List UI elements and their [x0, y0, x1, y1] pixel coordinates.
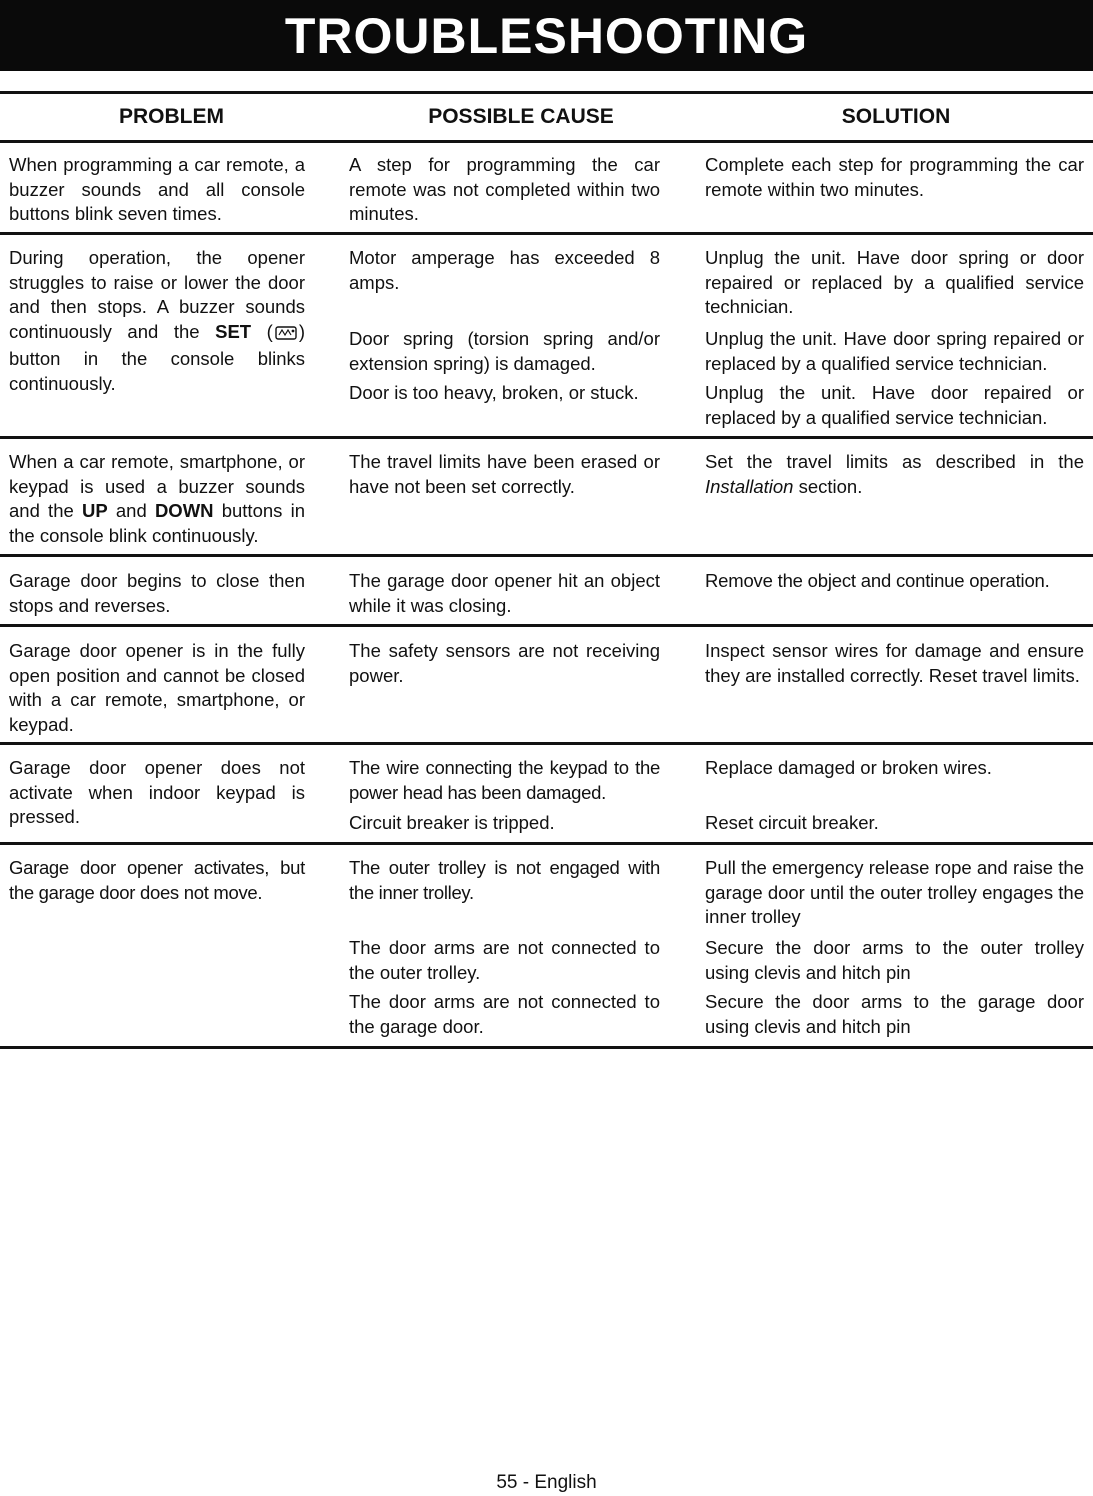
problem-cell: Garage door begins to close then stops and reverses. [9, 570, 305, 616]
cause-cell: The wire connecting the keypad to the power head has been damaged. [349, 757, 660, 803]
solution-cell: Replace damaged or broken wires. [705, 757, 992, 778]
solution-cell: Inspect sensor wires for damage and ensure they are installed correctly. Reset travel limits. [705, 640, 1084, 686]
solution-cell: Unplug the unit. Have door repaired or replaced by a qualified service technician. [705, 382, 1084, 428]
cause-cell: Door is too heavy, broken, or stuck. [349, 382, 639, 403]
problem-cell: During operation, the opener struggles to raise or lower the door and then stops. A buzzer sounds continuously and the SET ( ) button in the console blinks continuously. [9, 247, 305, 394]
table-header [0, 91, 1093, 143]
solution-cell: Complete each step for programming the car remote within two minutes. [705, 154, 1084, 200]
table-row [0, 143, 1093, 235]
solution-cell: Secure the door arms to the outer trolley using clevis and hitch pin [705, 937, 1084, 983]
cause-cell: Door spring (torsion spring and/or extension spring) is damaged. [349, 328, 660, 374]
page-footer: 55 - English [496, 1472, 597, 1493]
cause-cell: The garage door opener hit an object while it was closing. [349, 570, 660, 616]
problem-cell: Garage door opener does not activate when indoor keypad is pressed. [9, 757, 305, 827]
table-row [0, 557, 1093, 627]
solution-cell: Reset circuit breaker. [705, 812, 879, 833]
header-problem: PROBLEM [119, 105, 224, 128]
set-button-icon [275, 323, 297, 348]
cause-cell: Motor amperage has exceeded 8 amps. [349, 247, 660, 293]
cause-cell: The door arms are not connected to the outer trolley. [349, 937, 660, 983]
table-row [0, 439, 1093, 557]
cause-cell: The outer trolley is not engaged with the inner trolley. [349, 857, 660, 903]
header-solution: SOLUTION [841, 105, 951, 128]
solution-cell: Unplug the unit. Have door spring repaired or replaced by a qualified service technician. [705, 328, 1084, 374]
cause-cell: The travel limits have been erased or have not been set correctly. [349, 451, 660, 497]
problem-cell: Garage door opener activates, but the garage door does not move. [9, 857, 305, 903]
page-title: TROUBLESHOOTING [0, 0, 1093, 71]
solution-cell: Set the travel limits as described in the Installation section. [705, 451, 1084, 497]
header-cause: POSSIBLE CAUSE [428, 105, 614, 128]
solution-cell: Secure the door arms to the garage door using clevis and hitch pin [705, 991, 1084, 1037]
solution-cell: Remove the object and continue operation. [705, 570, 1050, 591]
cause-cell: The safety sensors are not receiving power. [349, 640, 660, 686]
table-row [0, 235, 1093, 439]
table-row [0, 745, 1093, 845]
problem-cell: When programming a car remote, a buzzer sounds and all console buttons blink seven times. [9, 154, 305, 224]
problem-cell: Garage door opener is in the fully open position and cannot be closed with a car remote, smartphone, or keypad. [9, 640, 305, 735]
cause-cell: A step for programming the car remote was not completed within two minutes. [349, 154, 660, 224]
cause-cell: The door arms are not connected to the garage door. [349, 991, 660, 1037]
cause-cell: Circuit breaker is tripped. [349, 812, 555, 833]
table-row [0, 627, 1093, 745]
solution-cell: Pull the emergency release rope and raise the garage door until the outer trolley engages the inner trolley [705, 857, 1084, 927]
troubleshooting-table [0, 91, 1093, 1049]
problem-cell: When a car remote, smartphone, or keypad is used a buzzer sounds and the UP and DOWN buttons in the console blink continuously. [9, 451, 305, 546]
solution-cell: Unplug the unit. Have door spring or door repaired or replaced by a qualified service technician. [705, 247, 1084, 317]
installation-link-text: Installation [705, 475, 794, 497]
set-label: SET [215, 320, 252, 342]
table-row [0, 845, 1093, 1049]
